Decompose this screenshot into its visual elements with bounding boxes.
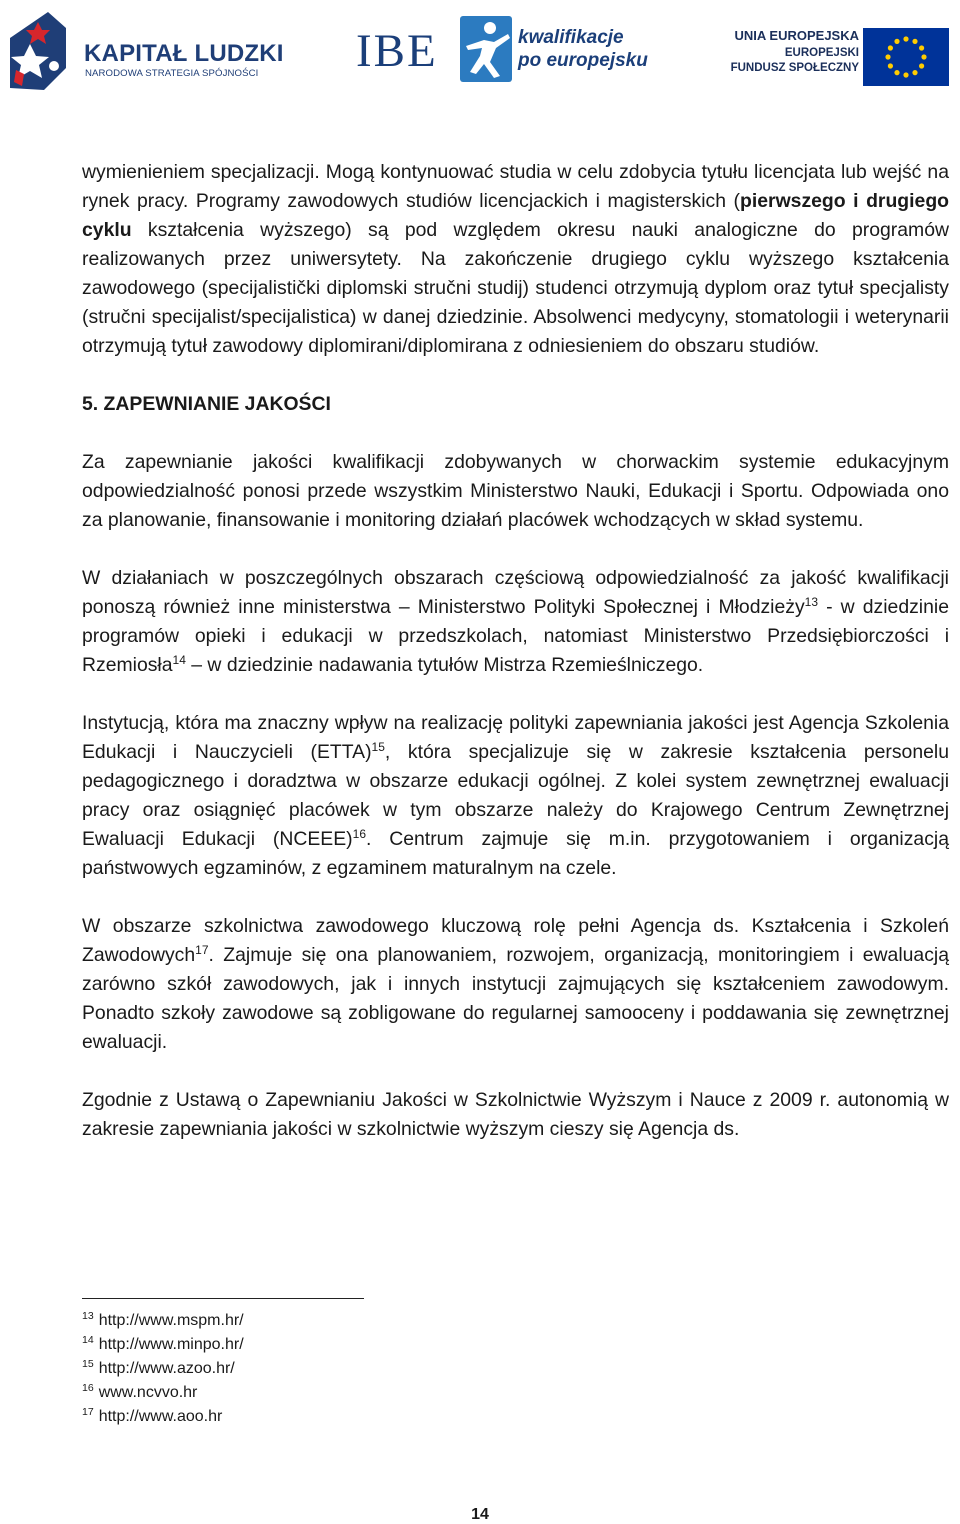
- bold-text: pierwszego i drugiego cyklu: [82, 190, 950, 241]
- paragraph-agencies: [82, 709, 949, 883]
- footnote-link[interactable]: http://www.mspm.hr/: [98, 1312, 244, 1329]
- footnote-link[interactable]: http://www.minpo.hr/: [98, 1336, 244, 1353]
- eu-logo-line1: UNIA EUROPEJSKA: [734, 28, 859, 43]
- eu-logo-line2: EUROPEJSKI: [784, 47, 859, 59]
- document-body: [82, 158, 949, 1144]
- eu-flag-icon: [863, 28, 949, 86]
- footnote-item: [82, 1357, 244, 1381]
- footnote-ref[interactable]: 16: [352, 827, 366, 841]
- footnote-item: [82, 1333, 244, 1357]
- ibe-logo: [356, 10, 656, 85]
- text-run: . Zajmuje się ona planowaniem, rozwojem, organizacją, monitoringiem i ewaluacją zarówno szkół zawodowych, jak i innych instytucji zajmujących się kształceniem zawodowym. Ponadto szkoły zawodowe są zobligowane do regularnej samooceny i poddawania się zewnętrznej ewaluacji.: [82, 944, 949, 1053]
- ibe-figure-icon: [460, 16, 512, 82]
- paragraph-responsibility: Za zapewnianie jakości kwalifikacji zdobywanych w chorwackim systemie edukacyjnym odpowiedzialność ponosi przede wszystkim Ministerstwo Nauki, Edukacji i Sportu. Odpowiada ono za planowanie, finansowanie i monitoring działań placówek wchodzących w skład systemu.: [82, 451, 949, 531]
- text-run: Instytucją, która ma znaczny wpływ na realizację polityki zapewniania jakości jest Agencja Szkolenia Edukacji i Nauczycieli (ETTA): [82, 712, 949, 763]
- footnote-number: 13: [82, 1310, 94, 1322]
- text-run: W obszarze szkolnictwa zawodowego kluczową rolę pełni Agencja ds. Kształcenia i Szkoleń Zawodowych: [82, 915, 949, 966]
- paragraph-vocational: [82, 912, 949, 1057]
- footnotes: [82, 1309, 244, 1429]
- footnote-number: 15: [82, 1358, 94, 1370]
- page-number: 14: [471, 1506, 489, 1523]
- ibe-tagline-line2: po europejsku: [518, 50, 648, 71]
- footnote-number: 14: [82, 1334, 94, 1346]
- footnote-ref[interactable]: 13: [804, 595, 819, 609]
- paragraph-higher-education: Zgodnie z Ustawą o Zapewnianiu Jakości w Szkolnictwie Wyższym i Nauce z 2009 r. autonomią w zakresie zapewniania jakości w szkolnictwie wyższym cieszy się Agencja ds.: [82, 1089, 949, 1140]
- section-heading: 5. ZAPEWNIANIE JAKOŚCI: [82, 393, 331, 415]
- text-run: , która specjalizuje się w zakresie kształcenia personelu pedagogicznego i doradztwa w obszarze edukacji ogólnej. Z kolei system zewnętrznej ewaluacji pracy oraz osiągnięć placówek w tym obszarze należy do Krajowego Centrum Zewnętrznej Ewaluacji Edukacji (NCEEE): [82, 741, 949, 850]
- kapital-ludzki-logo: [8, 8, 284, 92]
- kapital-ludzki-subtitle: NARODOWA STRATEGIA SPÓJNOŚCI: [85, 68, 259, 79]
- footnote-link[interactable]: http://www.aoo.hr: [98, 1408, 223, 1425]
- ibe-logo-text: IBE: [356, 25, 438, 77]
- text-run: . Centrum zajmuje się m.in. przygotowaniem i organizacją państwowych egzaminów, z egzaminem maturalnym na czele.: [82, 828, 949, 879]
- eu-logo-line3: FUNDUSZ SPOŁECZNY: [730, 62, 859, 74]
- text-run: wymienieniem specjalizacji. Mogą kontynuować studia w celu zdobycia tytułu licencjata lub wejść na rynek pracy. Programy zawodowych studiów licencjackich i magisterskich (: [82, 161, 949, 212]
- footnote-link[interactable]: http://www.azoo.hr/: [98, 1360, 235, 1377]
- kapital-ludzki-title: KAPITAŁ LUDZKI: [84, 40, 284, 67]
- footnote-item: [82, 1405, 244, 1429]
- paragraph-intro: [82, 158, 949, 361]
- ibe-tagline-line1: kwalifikacje: [518, 27, 624, 48]
- paragraph-ministries: [82, 564, 949, 680]
- footnote-item: [82, 1309, 244, 1333]
- footnote-number: 16: [82, 1382, 94, 1394]
- text-run: W działaniach w poszczególnych obszarach częściową odpowiedzialność za jakość kwalifikacji ponoszą również inne ministerstwa – Ministerstwo Polityki Społecznej i Młodzieży: [82, 567, 949, 618]
- footnote-separator: [82, 1298, 364, 1299]
- footnote-link[interactable]: www.ncvvo.hr: [98, 1384, 198, 1401]
- footnote-ref[interactable]: 14: [172, 653, 186, 667]
- footnote-number: 17: [82, 1406, 94, 1418]
- text-run: – w dziedzinie nadawania tytułów Mistrza Rzemieślniczego.: [185, 654, 704, 676]
- kapital-ludzki-star-logo-icon: [8, 8, 72, 92]
- page-header: [0, 0, 960, 100]
- footnote-item: [82, 1381, 244, 1405]
- footnote-ref[interactable]: 15: [371, 740, 385, 754]
- eu-logo: [730, 20, 954, 80]
- footnote-ref[interactable]: 17: [195, 943, 209, 957]
- text-run: - w dziedzinie programów opieki i edukacji w przedszkolach, natomiast Ministerstwo Przedsiębiorczości i Rzemiosła: [82, 596, 949, 676]
- text-run: kształcenia wyższego) są pod względem okresu nauki analogiczne do programów realizowanych przez uniwersytety. Na zakończenie drugiego cyklu wyższego kształcenia zawodowego (specijalistički diplomski stručni studij) studenci otrzymują dyplom oraz tytuł specjalisty (stručni specijalist/specijalistica) w danej dziedzinie. Absolwenci medycyny, stomatologii i weterynarii otrzymują tytuł zawodowy diplomirani/diplomirana z odniesieniem do obszaru studiów.: [82, 219, 949, 357]
